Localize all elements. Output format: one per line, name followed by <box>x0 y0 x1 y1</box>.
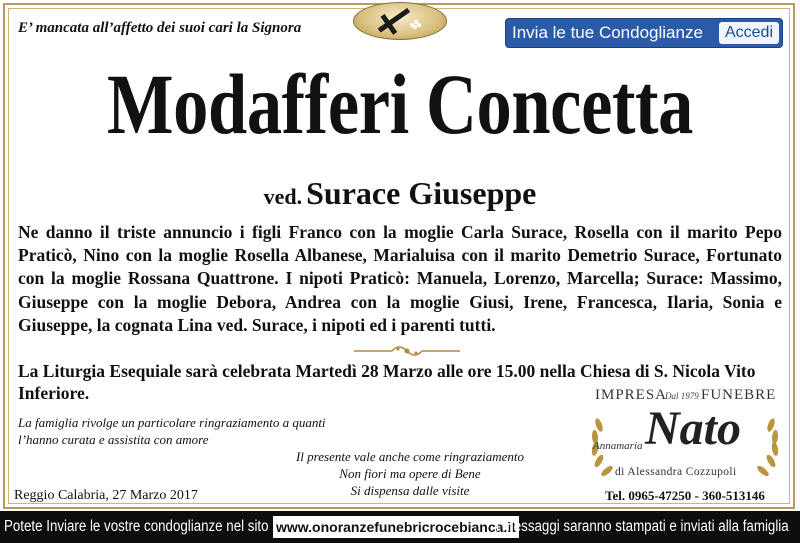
footer-post-text: i messaggi saranno stampati e inviati alla famiglia <box>496 518 789 535</box>
widow-prefix: ved. <box>263 184 303 209</box>
footer-banner <box>0 511 800 543</box>
agency-owner: di Alessandra Cozzupoli <box>615 466 737 478</box>
footer-pre-text: Potete Inviare le vostre condoglianze nel sito <box>4 518 269 535</box>
notice-line: Il presente vale anche come ringraziamento <box>295 449 525 464</box>
agency-first-name: Annamaria <box>593 440 643 452</box>
thanks-text: La famiglia rivolge un particolare ringraziamento a quanti l’hanno curata e assistita con amore <box>18 415 326 447</box>
login-button[interactable]: Accedi <box>719 22 779 44</box>
announcement-text: Ne danno il triste annuncio i figli Franco con la moglie Carla Surace, Rosella con il marito Pepo Praticò, Nino con la moglie Rosella Albanese, Marialuisa con il marito Demetrio Surace, Fortunato con la moglie Rossana Quattrone. I nipoti Praticò: Manuela, Lorenzo, Marcella; Surace: Massimo, Giuseppe con la moglie Debora, Andrea con la moglie Giusi, Irene, Francesca, Ilaria, Sonia e Giuseppe, la cognata Lina ved. Surace, i nipoti ed i parenti tutti. <box>18 222 782 335</box>
agency-impresa: IMPRESA <box>595 387 668 403</box>
notice-line: Non fiori ma opere di Bene <box>339 466 481 481</box>
intro-text: E’ mancata all’affetto dei suoi cari la Signora <box>18 20 302 36</box>
spouse-name: Surace Giuseppe <box>306 175 537 211</box>
notice-block <box>270 448 550 499</box>
funeral-details: La Liturgia Esequiale sarà celebrata Martedì 28 Marzo alle ore 15.00 nella Chiesa di S. Nicola Vito Inferiore. <box>18 361 756 403</box>
deceased-name: Modafferi Concetta <box>107 56 693 152</box>
notice-line: Si dispensa dalle visite <box>350 483 470 498</box>
website-link[interactable]: www.onoranzefunebricrocebianca.it <box>273 516 519 538</box>
cross-icon <box>353 2 447 40</box>
agency-phone: Tel. 0965-47250 - 360-513146 <box>605 488 765 503</box>
place-date: Reggio Calabria, 27 Marzo 2017 <box>14 488 198 503</box>
ornament-divider <box>352 344 462 358</box>
agency-since: Dal 1979 <box>665 391 699 401</box>
agency-name: Nato <box>645 402 741 455</box>
send-condolences-button[interactable] <box>505 18 783 48</box>
widow-line <box>0 175 800 212</box>
agency-logo <box>585 385 785 507</box>
send-condolences-label: Invia le tue Condoglianze <box>512 23 703 42</box>
agency-funebre: FUNEBRE <box>701 387 777 403</box>
